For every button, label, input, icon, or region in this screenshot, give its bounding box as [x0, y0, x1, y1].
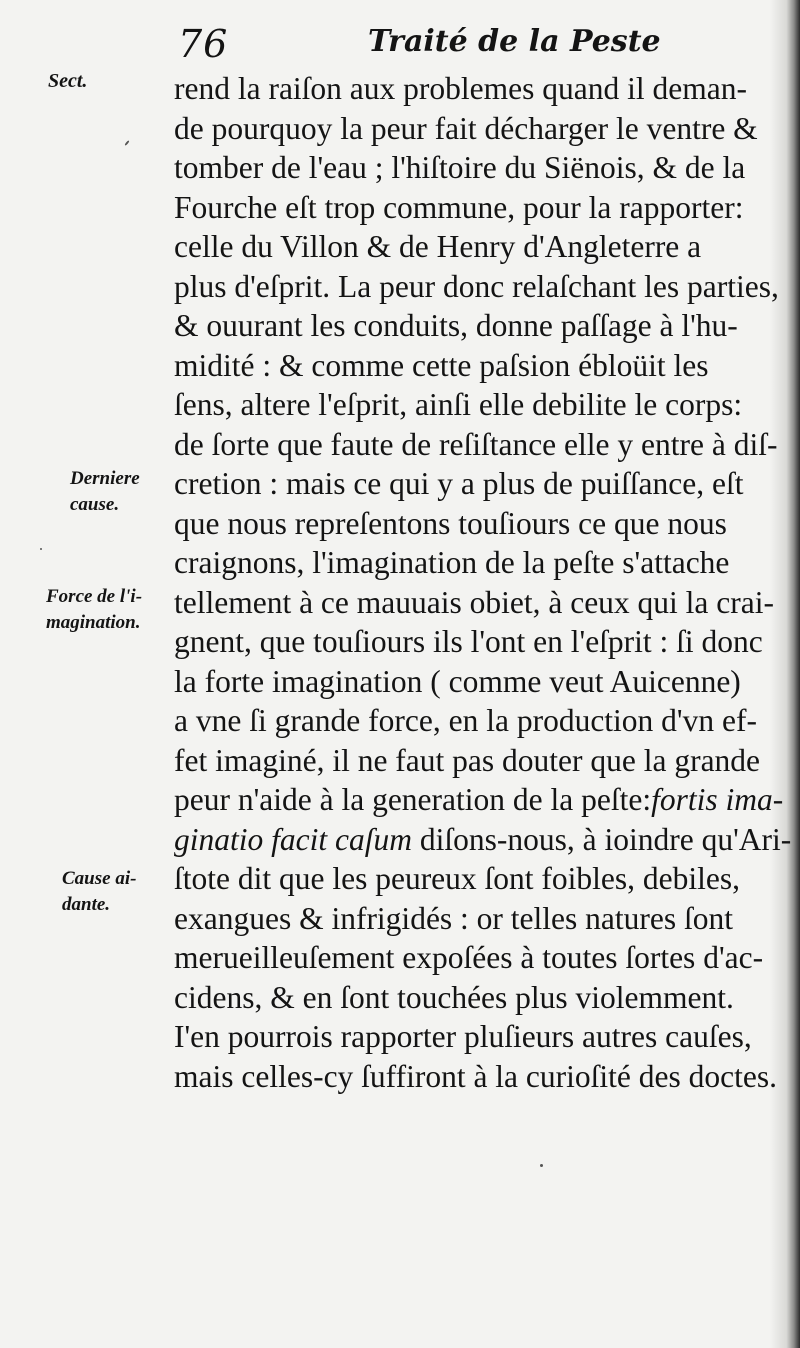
paper-speck	[124, 140, 129, 146]
margin-note-line: cause.	[70, 494, 120, 515]
margin-note-line: Force de l'i-	[46, 586, 143, 607]
text-line: ſens, altere l'eſprit, ainſi elle debilite le corps:	[174, 387, 743, 422]
text-line: I'en pourrois rapporter pluſieurs autres cauſes,	[174, 1019, 752, 1054]
margin-note-cause-aidante	[62, 866, 136, 918]
text-line: plus d'eſprit. La peur donc relaſchant les parties,	[174, 268, 779, 304]
paper-speck	[540, 1164, 543, 1167]
text-line: & ouurant les conduits, donne paſſage à l'hu-	[174, 308, 738, 343]
paper-speck	[40, 548, 42, 550]
text-line: exangues & infrigidés : or telles natures ſont	[174, 900, 733, 936]
text-line: merueilleuſement expoſées à toutes ſortes d'ac-	[174, 940, 764, 975]
text-line: de ſorte que faute de reſiſtance elle y entre à diſ-	[174, 426, 778, 462]
running-title: Traité de la Peste	[368, 24, 661, 59]
text-line: cretion : mais ce qui y a plus de puiſſance, eſt	[174, 466, 744, 501]
text-line: midité : & comme cette paſsion ébloüit les	[174, 347, 709, 383]
text-line-mixed	[174, 820, 792, 860]
text-line: tellement à ce mauuais obiet, à ceux qui la crai-	[174, 584, 774, 620]
text-line: la forte imagination ( comme veut Auicenne)	[174, 663, 741, 699]
margin-note-line: Cause ai-	[62, 868, 137, 889]
text-line: tomber de l'eau ; l'hiſtoire du Siënois, & de la	[174, 150, 746, 185]
text-line: craignons, l'imagination de la peſte s'attache	[174, 545, 730, 580]
margin-note-derniere-cause	[70, 466, 140, 518]
italic-segment: ginatio facit caſum	[174, 821, 412, 857]
italic-segment: fortis ima-	[651, 782, 784, 817]
text-line: gnent, que touſiours ils l'ont en l'eſprit : ſi donc	[174, 624, 763, 659]
text-line-mixed	[174, 780, 784, 820]
body-text	[174, 69, 792, 1096]
text-segment: diſons-nous, à ioindre qu'Ari-	[411, 821, 792, 857]
text-line: a vne ſi grande force, en la production d'vn ef-	[174, 703, 757, 738]
margin-note-force-imagination	[46, 584, 142, 636]
text-line: que nous repreſentons touſiours ce que nous	[174, 505, 727, 541]
margin-note-sect: Sect.	[48, 70, 88, 92]
margin-note-line: dante.	[62, 894, 111, 915]
text-line: celle du Villon & de Henry d'Angleterre a	[174, 229, 702, 264]
text-line: Fourche eſt trop commune, pour la rapporter:	[174, 189, 744, 225]
text-line: mais celles-cy ſuffiront à la curioſité des doctes.	[174, 1058, 777, 1094]
text-line: rend la raiſon aux problemes quand il deman-	[174, 71, 747, 106]
page-number: 76	[178, 22, 229, 66]
text-line: fet imaginé, il ne faut pas douter que la grande	[174, 742, 761, 778]
text-segment: peur n'aide à la generation de la peſte:	[174, 782, 652, 817]
margin-note-line: Derniere	[70, 468, 140, 489]
page-header	[172, 20, 772, 64]
text-line: de pourquoy la peur fait décharger le ventre &	[174, 110, 758, 146]
margin-note-line: magination.	[46, 612, 141, 633]
text-line: cidens, & en ſont touchées plus violemment.	[174, 979, 734, 1015]
text-line: ſtote dit que les peureux ſont foibles, debiles,	[174, 861, 741, 896]
